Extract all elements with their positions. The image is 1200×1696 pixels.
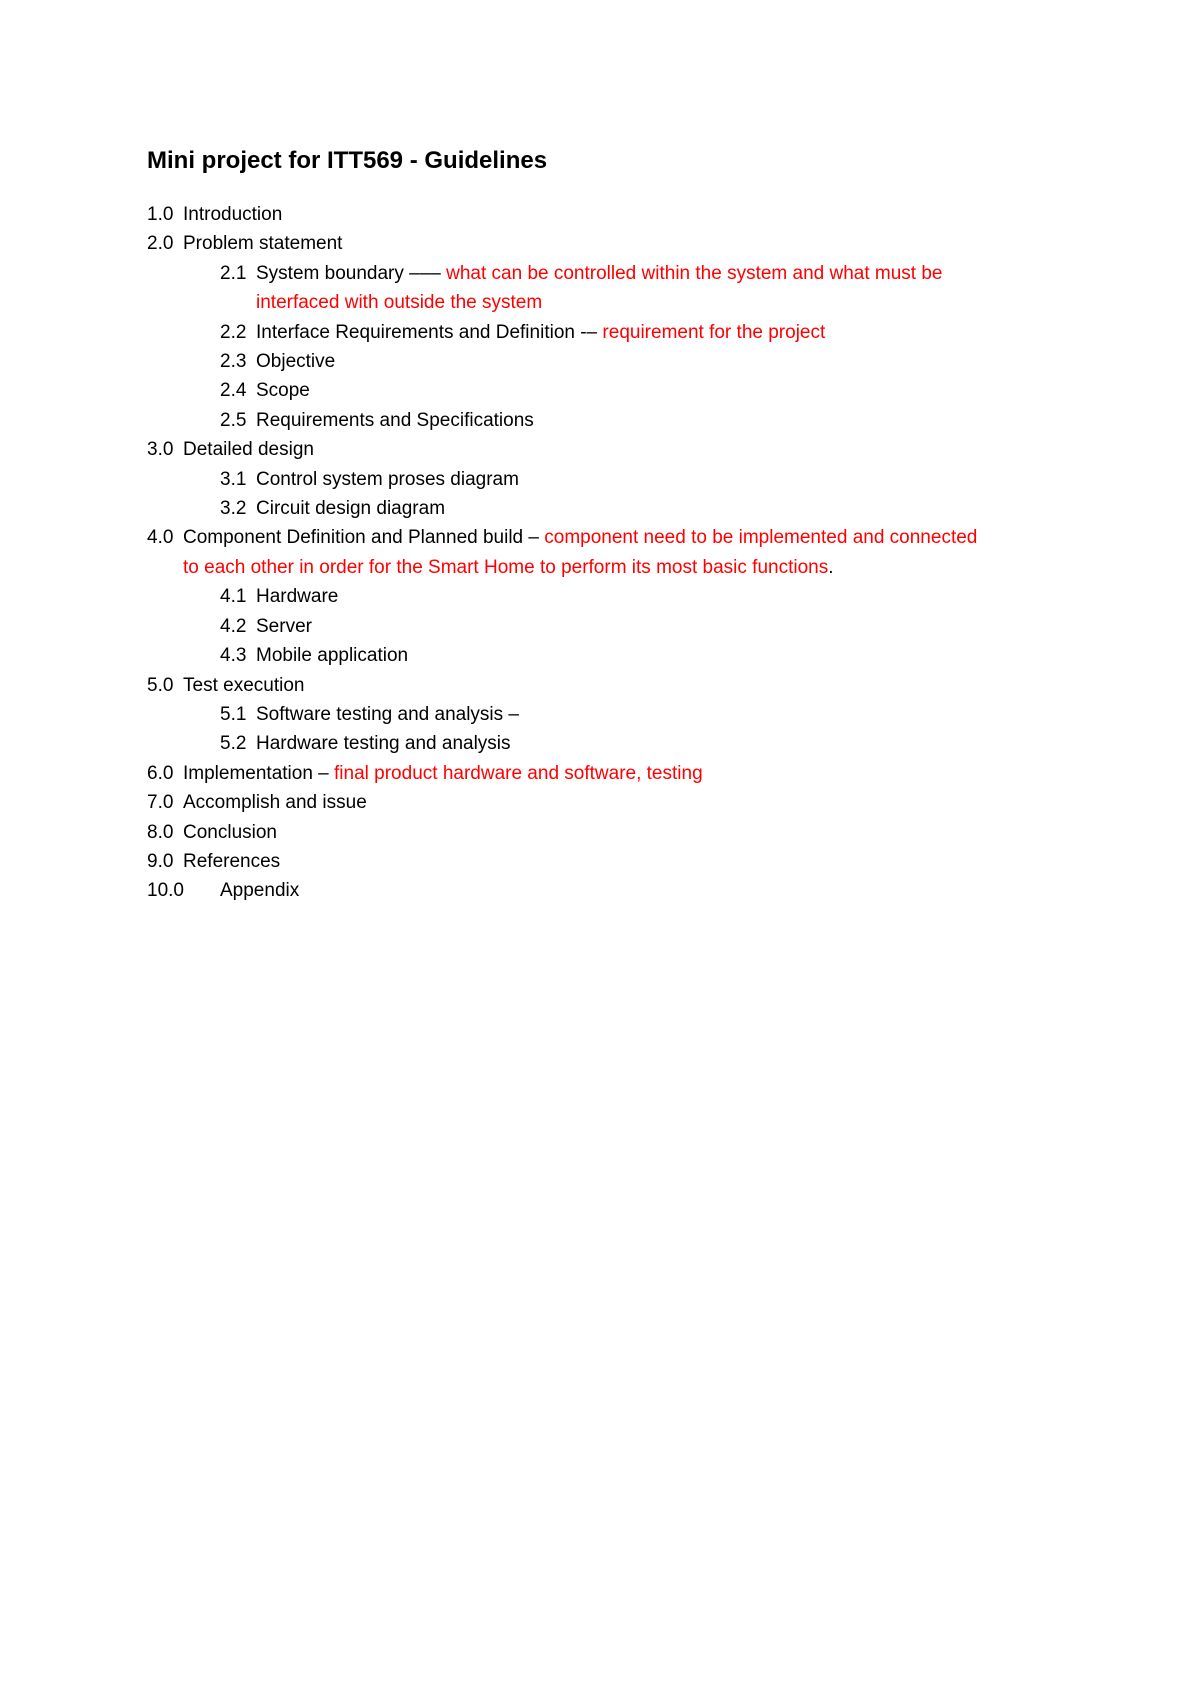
guideline-outline: [147, 200, 1067, 906]
outline-item-test-execution: [147, 671, 1067, 700]
item-text: Introduction: [183, 204, 283, 225]
outline-item-conclusion: [147, 818, 1067, 847]
item-number: 2.2: [220, 321, 247, 343]
item-text: Test execution: [183, 674, 305, 696]
outline-item-server: [147, 612, 1067, 641]
item-text: Implementation –: [183, 762, 335, 784]
item-note: final product hardware and software, testing: [334, 762, 703, 784]
outline-item-interface-requirements: [147, 318, 1067, 347]
item-number: 4.2: [220, 615, 247, 637]
outline-item-accomplish-and-issue: [147, 788, 1067, 817]
item-note: component need to be implemented and connected to each other in order for the Smart Home to perform its most basic functions: [183, 527, 978, 578]
item-number: 2.5: [220, 409, 247, 431]
outline-item-objective: [147, 347, 1067, 376]
outline-item-software-testing: [147, 700, 1067, 729]
item-number: 4.3: [220, 645, 247, 667]
item-number: 5.2: [220, 733, 247, 755]
item-text: Requirements and Specifications: [256, 409, 534, 431]
item-number: 2.1: [220, 262, 247, 284]
item-text: Software testing and analysis –: [256, 703, 519, 725]
item-text: Component Definition and Planned build –: [183, 527, 545, 549]
outline-item-requirements: [147, 406, 1067, 435]
item-text: Appendix: [220, 880, 300, 902]
item-note: what can be controlled within the system and what must be interfaced with outside the system: [256, 262, 943, 314]
item-text: Circuit design diagram: [256, 498, 446, 520]
outline-item-appendix: [147, 876, 1067, 905]
item-text: Hardware: [256, 586, 339, 608]
outline-item-implementation: [147, 759, 1067, 788]
item-number: 3.2: [220, 498, 247, 520]
item-number: 6.0: [147, 762, 174, 784]
item-number: 1.0: [147, 204, 174, 225]
item-text: Conclusion: [183, 821, 277, 843]
item-text: Interface Requirements and Definition -–: [256, 321, 603, 343]
outline-item-mobile-application: [147, 641, 1067, 670]
item-text: System boundary –––: [256, 262, 447, 284]
outline-item-component-definition: [147, 523, 994, 582]
item-text: Accomplish and issue: [183, 792, 367, 814]
outline-item-detailed-design: [147, 435, 1067, 464]
item-number: 5.1: [220, 703, 247, 725]
item-number: 4.0: [147, 527, 174, 549]
item-number: 2.3: [220, 351, 247, 373]
item-number: 2.0: [147, 233, 174, 255]
item-number: 2.4: [220, 380, 247, 402]
outline-item-introduction: [147, 200, 1067, 229]
item-text: Scope: [256, 380, 310, 402]
item-text: Detailed design: [183, 439, 314, 461]
item-number: 5.0: [147, 674, 174, 696]
outline-item-control-system-diagram: [147, 465, 1067, 494]
item-note: requirement for the project: [602, 321, 826, 343]
item-number: 4.1: [220, 586, 247, 608]
outline-item-hardware-testing: [147, 729, 1067, 758]
item-number: 10.0: [147, 880, 184, 902]
outline-item-references: [147, 847, 1067, 876]
item-text: Hardware testing and analysis: [256, 733, 511, 755]
outline-item-hardware: [147, 582, 1067, 611]
item-text: Problem statement: [183, 233, 343, 255]
document-title: Mini project for ITT569 - Guidelines: [147, 147, 548, 174]
item-number: 3.1: [220, 468, 247, 490]
item-text: References: [183, 850, 281, 872]
item-text: Server: [256, 615, 312, 637]
item-text: Control system proses diagram: [256, 468, 519, 490]
item-text: Mobile application: [256, 645, 409, 667]
outline-item-circuit-design-diagram: [147, 494, 1067, 523]
item-number: 8.0: [147, 821, 174, 843]
item-number: 7.0: [147, 792, 174, 814]
item-number: 9.0: [147, 850, 174, 872]
outline-item-scope: [147, 376, 1067, 405]
outline-item-system-boundary: [147, 259, 996, 318]
item-number: 3.0: [147, 439, 174, 461]
outline-item-problem-statement: [147, 229, 1067, 258]
item-suffix: .: [828, 556, 834, 578]
item-text: Objective: [256, 351, 336, 373]
